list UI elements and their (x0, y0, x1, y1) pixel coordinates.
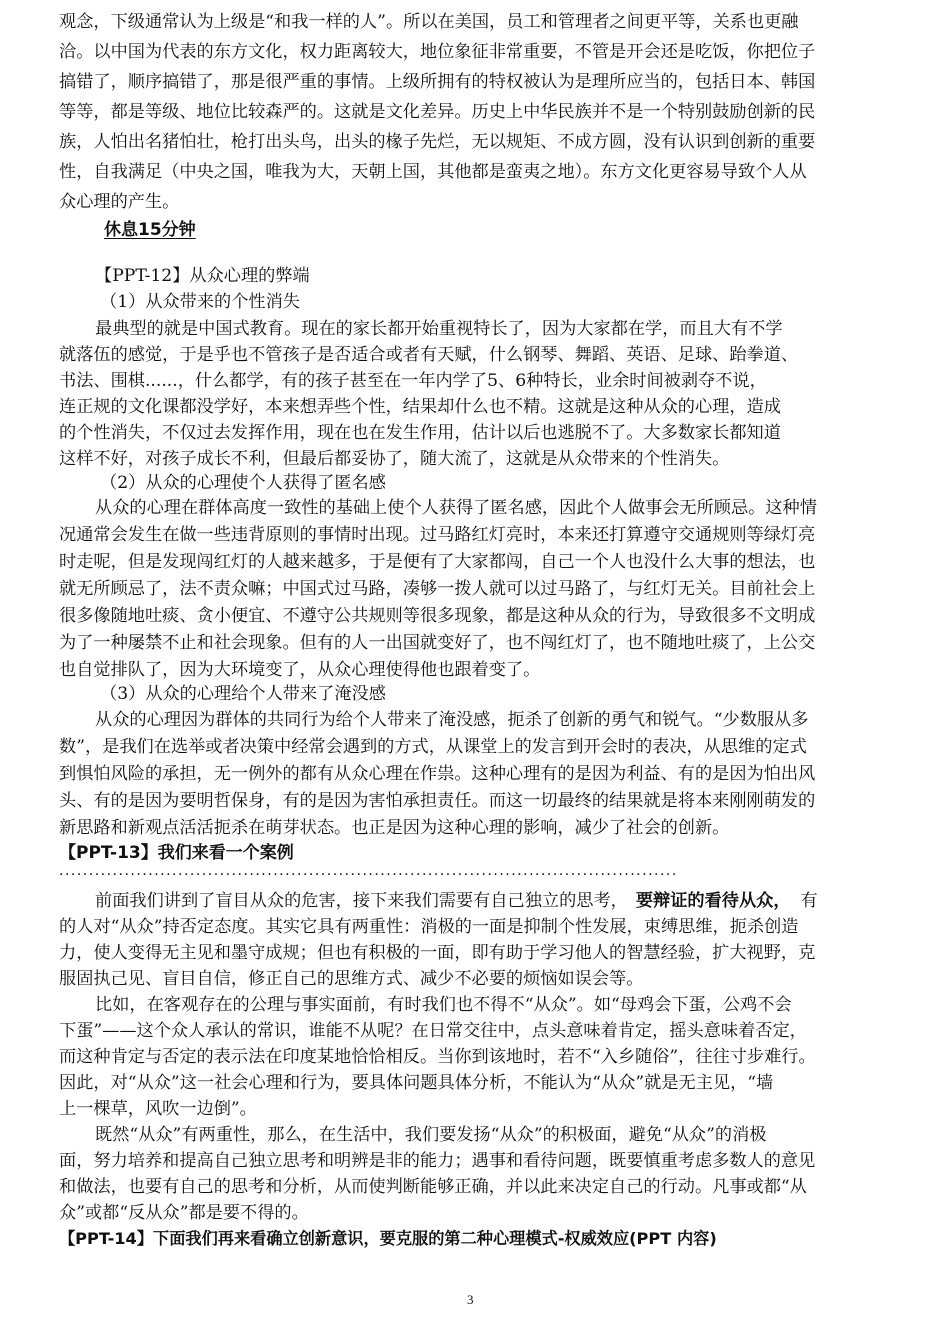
culture-line-5: 族，人怕出名猪怕壮，枪打出头鸟，出头的椽子先烂，无以规矩、不成方圆，没有认识到创新的重要 (59, 132, 816, 152)
sub3-line-1: 从众的心理因为群体的共同行为给个人带来了淹没感，扼杀了创新的勇气和锐气。“少数服从多 (95, 710, 809, 730)
ppt12-heading: 【PPT-12】从众心理的弊端 (95, 266, 310, 286)
dotted-separator: ........................................................................................................ (59, 863, 678, 879)
example-line-1: 比如，在客观存在的公理与事实面前，有时我们也不得不“从众”。如“母鸡会下蛋，公鸡不会 (95, 995, 792, 1015)
example-line-4: 因此，对“从众”这一社会心理和行为，要具体问题具体分析，不能认为“从众”就是无主见，“墙 (59, 1073, 774, 1093)
conclusion-line-2: 面，努力培养和提高自己独立思考和明辨是非的能力；遇事和看待问题，既要慎重考虑多数人的意见 (59, 1151, 816, 1171)
culture-line-1: 观念，下级通常认为上级是“和我一样的人”。所以在美国，员工和管理者之间更平等，关系也更融 (59, 12, 799, 32)
example-line-2: 下蛋”——这个众人承认的常识，谁能不从呢？在日常交往中，点头意味着肯定，摇头意味着否定， (59, 1021, 807, 1041)
dialectic-line-2: 的人对“从众”持否定态度。其实它具有两重性：消极的一面是抑制个性发展，束缚思维，扼杀创造 (59, 917, 799, 937)
dialectic-line-1-pre: 前面我们讲到了盲目从众的危害，接下来我们需要有自己独立的思考， (95, 891, 628, 911)
sub2-line-1: 从众的心理在群体高度一致性的基础上使个人获得了匿名感，因此个人做事会无所顾忌。这种情 (95, 498, 817, 518)
dialectic-emphasis: 要辩证的看待从众， (635, 891, 791, 911)
culture-line-3: 搞错了，顺序搞错了，那是很严重的事情。上级所拥有的特权被认为是理所应当的，包括日本、韩国 (59, 72, 816, 92)
break-label: 休息15分钟 (104, 220, 196, 240)
culture-line-4: 等等，都是等级、地位比较森严的。这就是文化差异。历史上中华民族并不是一个特别鼓励创新的民 (59, 102, 816, 122)
sub1-line-1: 最典型的就是中国式教育。现在的家长都开始重视特长了，因为大家都在学，而且大有不学 (95, 319, 783, 339)
conclusion-line-3: 和做法，也要有自己的思考和分析，从而使判断能够正确，并以此来决定自己的行动。凡事或都“从 (59, 1177, 807, 1197)
sub2-heading: （2）从众的心理使个人获得了匿名感 (100, 473, 386, 493)
sub2-line-5: 很多像随地吐痰、贪小便宜、不遵守公共规则等很多现象，都是这种从众的行为，导致很多不文明成 (59, 606, 816, 626)
culture-line-2: 洽。以中国为代表的东方文化，权力距离较大，地位象征非常重要，不管是开会还是吃饭，你把位子 (59, 42, 816, 62)
culture-line-7: 众心理的产生。 (59, 192, 180, 212)
sub1-line-6: 这样不好，对孩子成长不利，但最后都妥协了，随大流了，这就是从众带来的个性消失。 (59, 449, 730, 469)
sub1-line-5: 的个性消失，不仅过去发挥作用，现在也在发生作用，估计以后也逃脱不了。大多数家长都知道 (59, 423, 781, 443)
example-line-3: 而这种肯定与否定的表示法在印度某地恰恰相反。当你到该地时，若不“入乡随俗”，往往寸步难行。 (59, 1047, 816, 1067)
sub3-line-4: 头、有的是因为要明哲保身，有的是因为害怕承担责任。而这一切最终的结果就是将本来刚刚萌发的 (59, 791, 816, 811)
conclusion-line-1: 既然“从众”有两重性，那么，在生活中，我们要发扬“从众”的积极面，避免“从众”的消极 (95, 1125, 767, 1145)
example-line-5: 上一棵草，风吹一边倒”。 (59, 1099, 257, 1119)
sub1-line-4: 连正规的文化课都没学好，本来想弄些个性，结果却什么也不精。这就是这种从众的心理，造成 (59, 397, 781, 417)
sub1-heading: （1）从众带来的个性消失 (100, 292, 300, 312)
sub3-line-2: 数”，是我们在选举或者决策中经常会遇到的方式，从课堂上的发言到开会时的表决，从思维的定式 (59, 737, 807, 757)
conclusion-line-4: 众”或都“反从众”都是要不得的。 (59, 1203, 309, 1223)
sub2-line-4: 就无所顾忌了，法不责众嘛；中国式过马路，凑够一拨人就可以过马路了，与红灯无关。目前社会上 (59, 579, 816, 599)
dialectic-line-3: 力，使人变得无主见和墨守成规；但也有积极的一面，即有助于学习他人的智慧经验，扩大视野，克 (59, 943, 816, 963)
sub3-heading: （3）从众的心理给个人带来了淹没感 (100, 684, 386, 704)
sub2-line-2: 况通常会发生在做一些违背原则的事情时出现。过马路红灯亮时，本来还打算遵守交通规则等绿灯亮 (59, 525, 816, 545)
ppt13-heading: 【PPT-13】我们来看一个案例 (59, 843, 294, 863)
dialectic-line-1 (95, 888, 818, 914)
dialectic-line-1-post: 有 (800, 891, 818, 911)
ppt14-heading: 【PPT-14】下面我们再来看确立创新意识，要克服的第二种心理模式-权威效应(PPT 内容) (59, 1229, 717, 1248)
sub2-line-7: 也自觉排队了，因为大环境变了，从众心理使得他也跟着变了。 (59, 660, 541, 680)
page-number: 3 (467, 1292, 474, 1307)
sub1-line-2: 就落伍的感觉，于是乎也不管孩子是否适合或者有天赋，什么钢琴、舞蹈、英语、足球、跆拳道、 (59, 345, 799, 365)
sub1-line-3: 书法、围棋......，什么都学，有的孩子甚至在一年内学了5、6种特长，业余时间被剥夺不说， (59, 371, 767, 391)
sub2-line-3: 时走呢，但是发现闯红灯的人越来越多，于是便有了大家都闯，自己一个人也没什么大事的想法，也 (59, 552, 816, 572)
sub3-line-5: 新思路和新观点活活扼杀在萌芽状态。也正是因为这种心理的影响，减少了社会的创新。 (59, 818, 730, 838)
sub3-line-3: 到惧怕风险的承担，无一例外的都有从众心理在作祟。这种心理有的是因为利益、有的是因为怕出风 (59, 764, 816, 784)
dialectic-line-4: 服固执己见、盲目自信，修正自己的思维方式、减少不必要的烦恼如误会等。 (59, 969, 644, 989)
sub2-line-6: 为了一种屡禁不止和社会现象。但有的人一出国就变好了，也不闯红灯了，也不随地吐痰了，上公交 (59, 633, 816, 653)
culture-line-6: 性，自我满足（中央之国，唯我为大，天朝上国，其他都是蛮夷之地）。东方文化更容易导致个人从 (59, 162, 807, 182)
